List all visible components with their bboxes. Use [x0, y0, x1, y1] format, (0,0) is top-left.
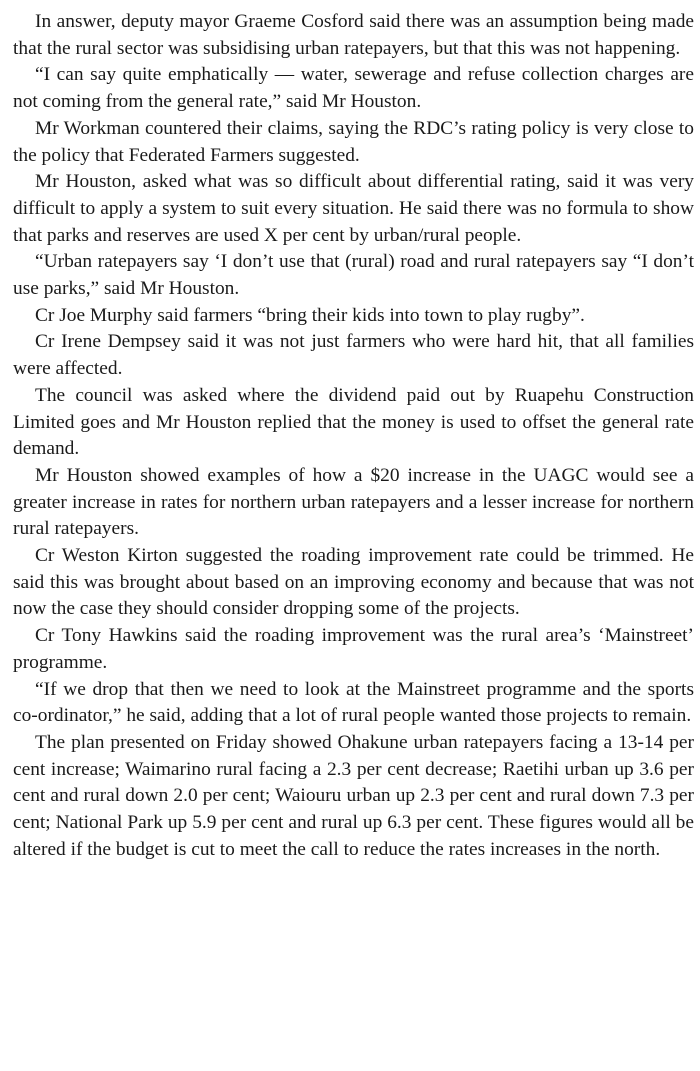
paragraph-workman-counter: Mr Workman countered their claims, saying the RDC’s rating policy is very close to the policy that Federated Farmers suggested.: [13, 117, 694, 166]
paragraph-murphy-rugby: Cr Joe Murphy said farmers “bring their kids into town to play rugby”.: [35, 304, 585, 326]
article-body: [13, 9, 694, 864]
paragraph-differential-rating: Mr Houston, asked what was so difficult about differential rating, said it was very difficult to apply a system to suit every situation. He said there was no formula to show that parks and reserves are used X per cent by urban/rural people.: [13, 171, 694, 246]
paragraph-hawkins-mainstreet: Cr Tony Hawkins said the roading improvement was the rural area’s ‘Mainstreet’ programme.: [13, 625, 694, 673]
paragraph-houston-quote-charges: “I can say quite emphatically — water, sewerage and refuse collection charges are not coming from the general rate,” said Mr Houston.: [13, 64, 694, 113]
paragraph-cosford-answer: In answer, deputy mayor Graeme Cosford said there was an assumption being made that the rural sector was subsidising urban ratepayers, but that this was not happening.: [13, 11, 694, 59]
paragraph-kirton-roading: Cr Weston Kirton suggested the roading improvement rate could be trimmed. He said this was brought about based on an improving economy and because that was not now the case they should consider dropping some of the projects.: [13, 545, 694, 620]
paragraph-houston-quote-parks: “Urban ratepayers say ‘I don’t use that (rural) road and rural ratepayers say “I don’t use parks,” said Mr Houston.: [13, 251, 694, 300]
paragraph-hawkins-quote: “If we drop that then we need to look at the Mainstreet programme and the sports co-ordinator,” he said, adding that a lot of rural people wanted those projects to remain.: [13, 678, 694, 727]
paragraph-uagc-examples: Mr Houston showed examples of how a $20 increase in the UAGC would see a greater increase in rates for northern urban ratepayers and a lesser increase for northern rural ratepayers.: [13, 464, 694, 540]
paragraph-dempsey-families: Cr Irene Dempsey said it was not just farmers who were hard hit, that all families were affected.: [13, 331, 694, 380]
paragraph-plan-figures: The plan presented on Friday showed Ohakune urban ratepayers facing a 13-14 per cent increase; Waimarino rural facing a 2.3 per cent decrease; Raetihi urban up 3.6 per cent and rural down 2.0 per cent; Waiouru urban up 2.3 per cent and rural down 7.3 per cent; National Park up 5.9 per cent and rural up 6.3 per cent. These figures would all be altered if the budget is cut to meet the call to reduce the rates increases in the north.: [13, 731, 694, 860]
paragraph-dividend: The council was asked where the dividend paid out by Ruapehu Construction Limited goes and Mr Houston replied that the money is used to offset the general rate demand.: [13, 384, 694, 460]
